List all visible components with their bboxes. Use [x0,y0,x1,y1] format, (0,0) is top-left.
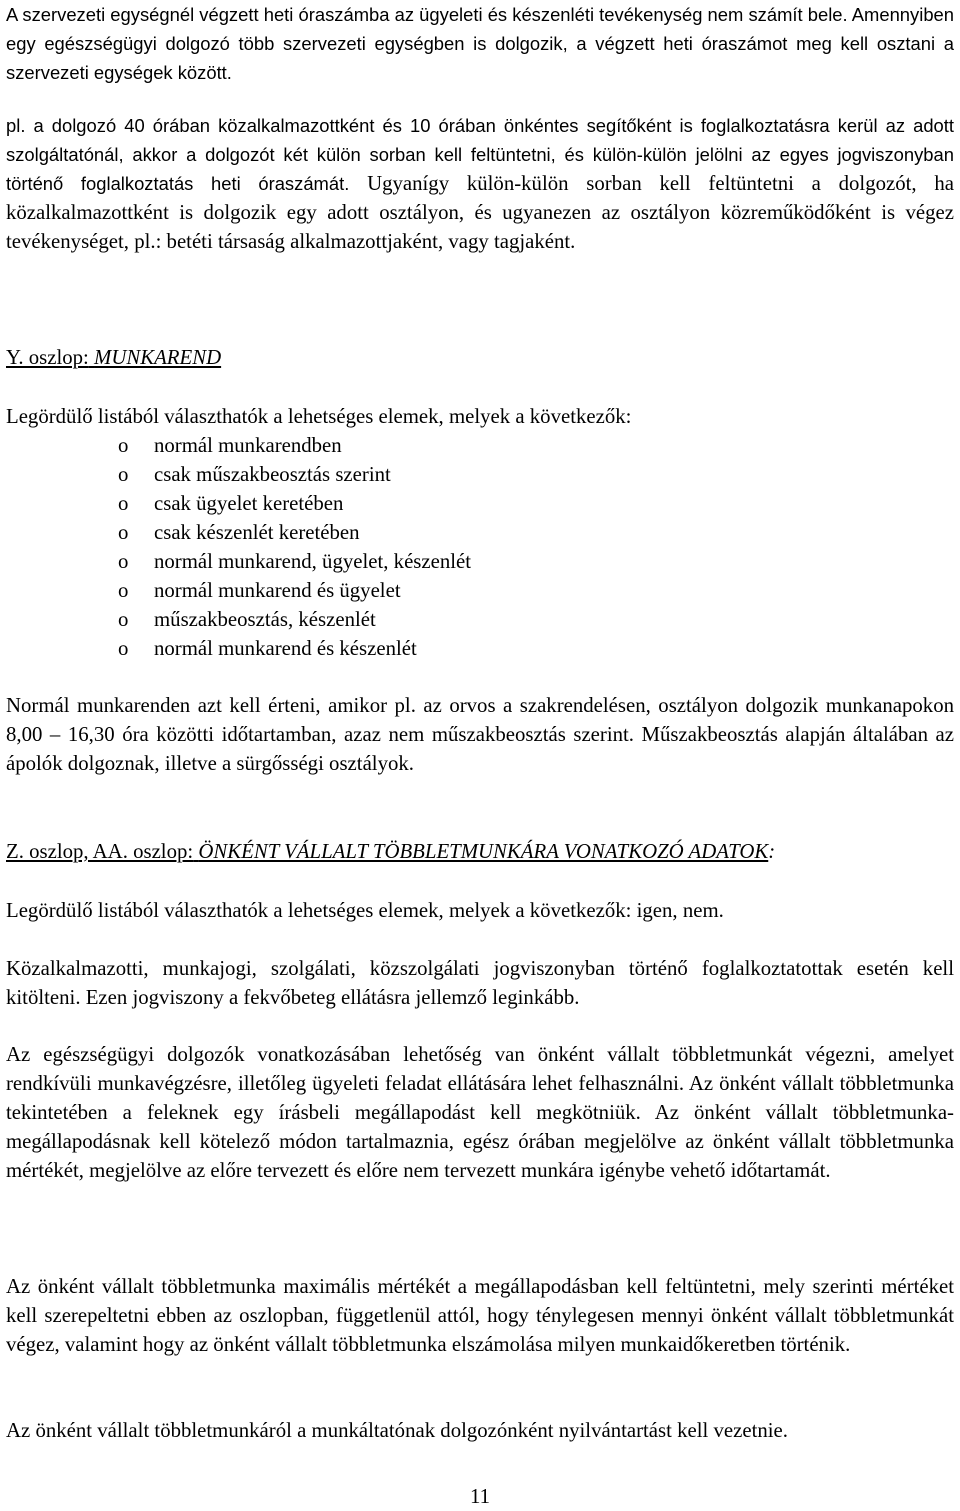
section-z-heading-title: ÖNKÉNT VÁLLALT TÖBBLETMUNKÁRA VONATKOZÓ ADATOK [198,840,769,863]
example-paragraph-serif-part: Ugyanígy külön-külön sorban kell feltüntetni a dolgozót, ha közalkalmazottként is dolgozik egy adott osztályon, és ugyanezen az osztályon közreműködőként is végez tevékenységet, pl.: betéti társaság alkalmazottjaként, vagy tagjaként. [6,172,954,253]
option-label: normál munkarendben [154,434,342,457]
bullet-icon: o [118,463,129,486]
option-label: csak készenlét keretében [154,521,360,544]
option-label: műszakbeosztás, készenlét [154,608,376,631]
intro-paragraph: A szervezeti egységnél végzett heti óraszámba az ügyeleti és készenléti tevékenység nem számít bele. Amennyiben egy egészségügyi dolgozó több szervezeti egységben is dolgozik, a végzett heti óraszámot meg kell osztani a szervezeti egységek között. [6,4,954,83]
section-y-heading-prefix: Y. oszlop: [6,346,89,369]
example-paragraph-sans-part: pl. a dolgozó 40 órában közalkalmazottként és 10 órában önkéntes segítőként is foglalkoztatásra kerül az adott szolgáltatónál, akkor a dolgozót két külön sorban kell feltüntetni, és külön-külön jelölni az egyes jogviszonyban történő foglalkoztatás heti óraszámát. [6,115,954,194]
section-y-explanation: Normál munkarenden azt kell érteni, amikor pl. az orvos a szakrendelésen, osztályon dolgozik munkanapokon 8,00 – 16,30 óra közötti időtartamban, azaz nem műszakbeosztás szerint. Műszakbeosztás alapján általában az ápolók dolgoznak, illetve a sürgősségi osztályok. [6,694,954,775]
bullet-icon: o [118,434,129,457]
option-label: normál munkarend és ügyelet [154,579,401,602]
option-label: csak műszakbeosztás szerint [154,463,391,486]
example-paragraph [6,111,954,256]
bullet-icon: o [118,550,129,573]
section-z-register-paragraph: Az önként vállalt többletmunkáról a munkáltatónak dolgozónként nyilvántartást kell vezetnie. [6,1419,788,1442]
section-y-heading-title: MUNKAREND [94,346,222,369]
section-z-heading-prefix: Z. oszlop, AA. oszlop: [6,840,194,863]
section-z-agreement-paragraph: Az egészségügyi dolgozók vonatkozásában lehetőség van önként vállalt többletmunkát végezni, amelyet rendkívüli munkavégzésre, illetőleg ügyeleti feladat ellátására lehet felhasználni. Az önként vállalt többletmunka tekintetében a feleknek egy írásbeli megállapodást kell megkötniük. Az önként vállalt többletmunka-megállapodásnak kell kötelező módon tartalmaznia, egész órában megjelölve az önként vállalt többletmunka mértékét, megjelölve az előre tervezett és előre nem tervezett munkára igénybe vehető időtartamát. [6,1043,954,1182]
bullet-icon: o [118,608,129,631]
section-z-heading [6,837,775,866]
section-z-applicability-paragraph: Közalkalmazotti, munkajogi, szolgálati, közszolgálati jogviszonyban történő foglalkoztatottak esetén kell kitölteni. Ezen jogviszony a fekvőbeteg ellátásra jellemző leginkább. [6,957,954,1009]
section-z-maximum-paragraph: Az önként vállalt többletmunka maximális mértékét a megállapodásban kell feltüntetni, mely szerinti mértéket kell szerepeltetni ebben az oszlopban, függetlenül attól, hogy ténylegesen mennyi önként vállalt többletmunkát végez, valamint hogy az önként vállalt többletmunka elszámolása milyen munkaidőkeretben történik. [6,1275,954,1356]
section-y-heading [6,343,221,372]
bullet-icon: o [118,637,129,660]
section-y-intro: Legördülő listából választhatók a lehetséges elemek, melyek a következők: [6,405,632,428]
bullet-icon: o [118,579,129,602]
page-number: 11 [469,1485,491,1508]
option-label: csak ügyelet keretében [154,492,344,515]
section-z-options-paragraph: Legördülő listából választhatók a lehetséges elemek, melyek a következők: igen, nem. [6,899,724,922]
section-z-heading-suffix: : [768,840,776,863]
bullet-icon: o [118,492,129,515]
option-label: normál munkarend és készenlét [154,637,417,660]
bullet-icon: o [118,521,129,544]
option-label: normál munkarend, ügyelet, készenlét [154,550,472,573]
